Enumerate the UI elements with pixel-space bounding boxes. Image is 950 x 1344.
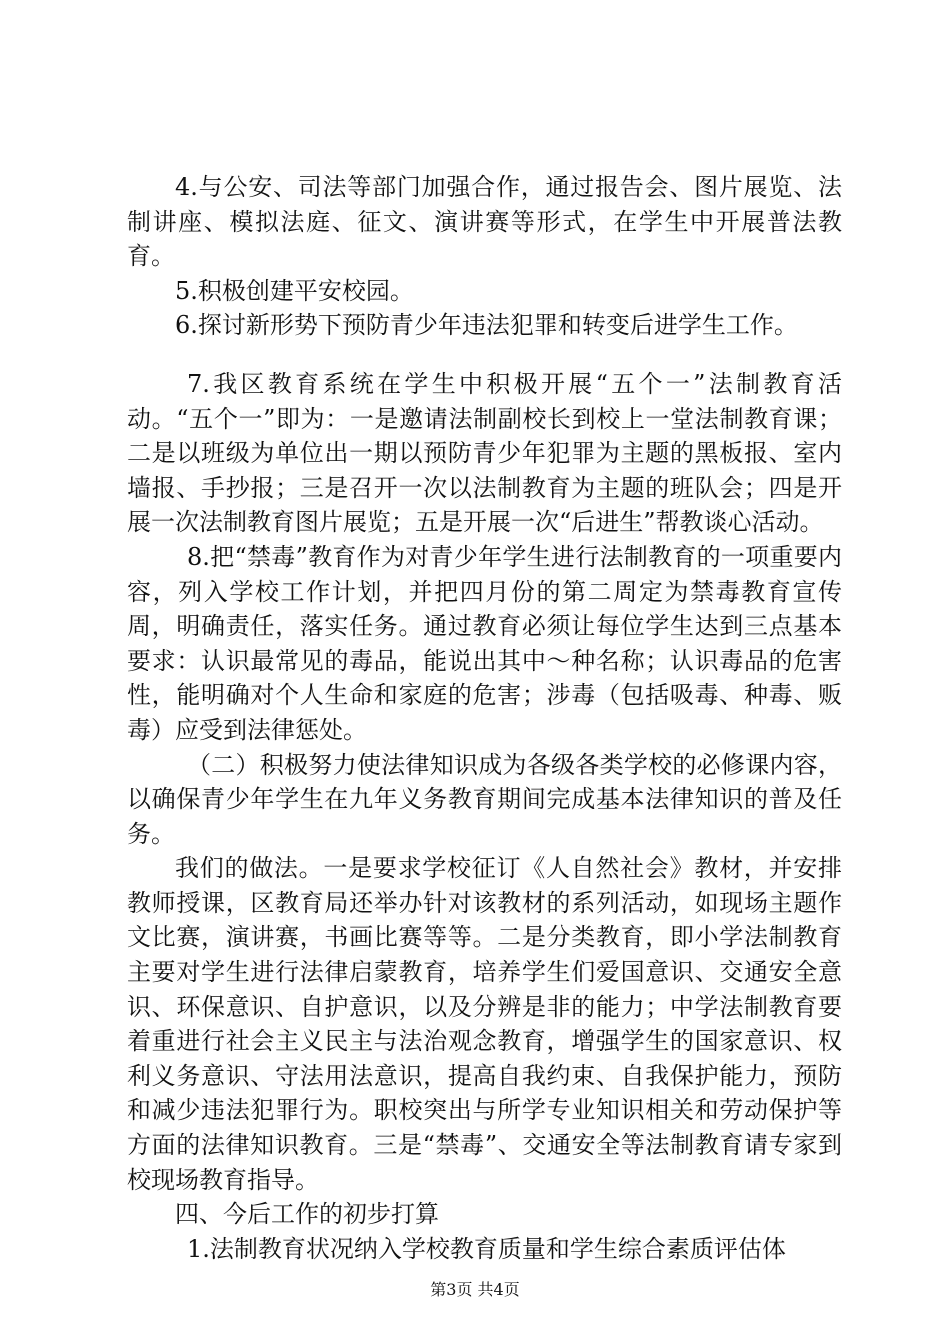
paragraph-section-2: （二）积极努力使法律知识成为各级各类学校的必修课内容，以确保青少年学生在九年义务教育期间完成基本法律知识的普及任务。 <box>127 750 842 848</box>
section-heading-future-plans: 四、今后工作的初步打算 <box>175 1200 439 1229</box>
paragraph-item-7: 7.我区教育系统在学生中积极开展“五个一”法制教育活动。“五个一”即为：一是邀请法制副校长到校上一堂法制教育课；二是以班级为单位出一期以预防青少年犯罪为主题的黑板报、室内墙报、手抄报；三是召开一次以法制教育为主题的班队会；四是开展一次法制教育图片展览；五是开展一次“后进生”帮教谈心活动。 <box>127 369 842 537</box>
paragraph-our-approach: 我们的做法。一是要求学校征订《人自然社会》教材，并安排教师授课，区教育局还举办针对该教材的系列活动，如现场主题作文比赛，演讲赛，书画比赛等等。二是分类教育，即小学法制教育主要对学生进行法律启蒙教育，培养学生们爱国意识、交通安全意识、环保意识、自护意识，以及分辨是非的能力；中学法制教育要着重进行社会主义民主与法治观念教育，增强学生的国家意识、权利义务意识、守法用法意识，提高自我约束、自我保护能力，预防和减少违法犯罪行为。职校突出与所学专业知识相关和劳动保护等方面的法律知识教育。三是“禁毒”、交通安全等法制教育请专家到校现场教育指导。 <box>127 854 842 1194</box>
paragraph-item-8: 8.把“禁毒”教育作为对青少年学生进行法制教育的一项重要内容，列入学校工作计划，并把四月份的第二周定为禁毒教育宣传周，明确责任，落实任务。通过教育必须让每位学生达到三点基本要求：认识最常见的毒品，能说出其中～种名称；认识毒品的危害性，能明确对个人生命和家庭的危害；涉毒（包括吸毒、种毒、贩毒）应受到法律惩处。 <box>127 542 842 744</box>
document-body <box>127 170 842 1266</box>
paragraph-plan-1: 1.法制教育状况纳入学校教育质量和学生综合素质评估体 <box>187 1234 786 1263</box>
paragraph-item-6: 6.探讨新形势下预防青少年违法犯罪和转变后进学生工作。 <box>175 311 798 340</box>
page-footer: 第3页 共4页 <box>430 1280 520 1299</box>
paragraph-item-5: 5.积极创建平安校园。 <box>175 276 414 305</box>
paragraph-item-4: 4.与公安、司法等部门加强合作，通过报告会、图片展览、法制讲座、模拟法庭、征文、演讲赛等形式，在学生中开展普法教育。 <box>127 173 842 271</box>
